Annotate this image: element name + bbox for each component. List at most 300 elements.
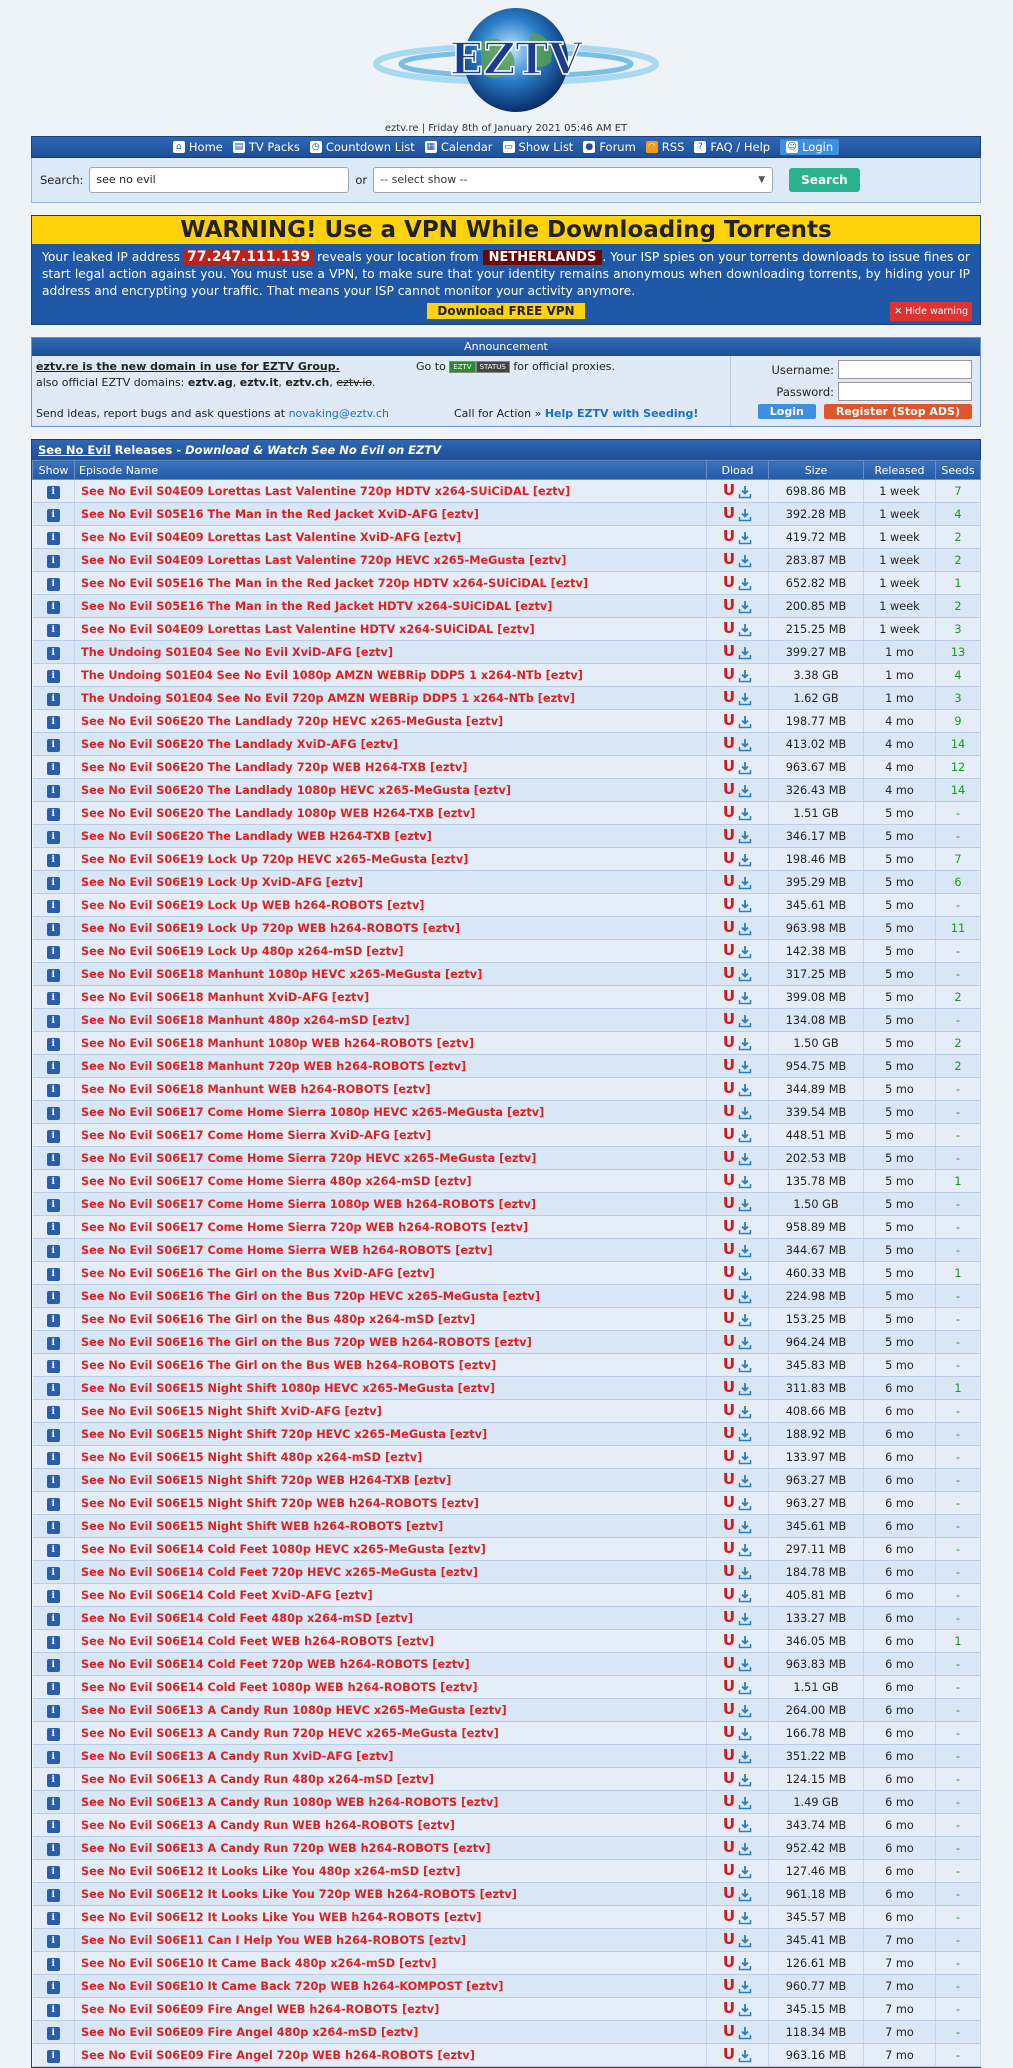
magnet-icon[interactable]: U: [722, 1263, 736, 1281]
nav-faq[interactable]: ? FAQ / Help: [694, 140, 770, 154]
episode-link[interactable]: See No Evil S06E19 Lock Up 720p HEVC x265-MeGusta [eztv]: [75, 848, 707, 871]
download-icon[interactable]: [738, 1244, 752, 1258]
show-info-icon[interactable]: i: [47, 785, 60, 798]
show-info-icon[interactable]: i: [47, 2027, 60, 2040]
episode-link[interactable]: See No Evil S06E17 Come Home Sierra 1080p WEB h264-ROBOTS [eztv]: [75, 1193, 707, 1216]
download-icon[interactable]: [738, 761, 752, 775]
show-info-icon[interactable]: i: [47, 1153, 60, 1166]
episode-link[interactable]: See No Evil S06E14 Cold Feet XviD-AFG [eztv]: [75, 1584, 707, 1607]
download-icon[interactable]: [738, 991, 752, 1005]
show-info-icon[interactable]: i: [47, 1383, 60, 1396]
episode-link[interactable]: See No Evil S04E09 Lorettas Last Valentine XviD-AFG [eztv]: [75, 526, 707, 549]
episode-link[interactable]: See No Evil S06E18 Manhunt 1080p HEVC x265-MeGusta [eztv]: [75, 963, 707, 986]
download-icon[interactable]: [738, 1681, 752, 1695]
nav-rss[interactable]: ◠ RSS: [646, 140, 685, 154]
show-info-icon[interactable]: i: [47, 486, 60, 499]
episode-link[interactable]: See No Evil S06E20 The Landlady XviD-AFG [eztv]: [75, 733, 707, 756]
show-info-icon[interactable]: i: [47, 601, 60, 614]
magnet-icon[interactable]: U: [722, 1539, 736, 1557]
download-icon[interactable]: [738, 1957, 752, 1971]
magnet-icon[interactable]: U: [722, 1240, 736, 1258]
show-info-icon[interactable]: i: [47, 1751, 60, 1764]
nav-home[interactable]: ⌂ Home: [173, 140, 223, 154]
magnet-icon[interactable]: U: [722, 1608, 736, 1626]
episode-link[interactable]: The Undoing S01E04 See No Evil 720p AMZN WEBRip DDP5 1 x264-NTb [eztv]: [75, 687, 707, 710]
episode-link[interactable]: See No Evil S06E18 Manhunt WEB h264-ROBOTS [eztv]: [75, 1078, 707, 1101]
episode-link[interactable]: See No Evil S06E18 Manhunt 1080p WEB h264-ROBOTS [eztv]: [75, 1032, 707, 1055]
show-info-icon[interactable]: i: [47, 1084, 60, 1097]
episode-link[interactable]: See No Evil S06E16 The Girl on the Bus 720p WEB h264-ROBOTS [eztv]: [75, 1331, 707, 1354]
episode-link[interactable]: See No Evil S06E15 Night Shift 480p x264-mSD [eztv]: [75, 1446, 707, 1469]
magnet-icon[interactable]: U: [722, 964, 736, 982]
download-icon[interactable]: [738, 646, 752, 660]
magnet-icon[interactable]: U: [722, 1562, 736, 1580]
magnet-icon[interactable]: U: [722, 1999, 736, 2017]
magnet-icon[interactable]: U: [722, 1700, 736, 1718]
show-info-icon[interactable]: i: [47, 831, 60, 844]
download-icon[interactable]: [738, 1543, 752, 1557]
episode-link[interactable]: See No Evil S06E16 The Girl on the Bus 480p x264-mSD [eztv]: [75, 1308, 707, 1331]
magnet-icon[interactable]: U: [722, 1769, 736, 1787]
magnet-icon[interactable]: U: [722, 1447, 736, 1465]
download-vpn-button[interactable]: Download FREE VPN: [427, 303, 584, 319]
nav-calendar[interactable]: ▦ Calendar: [426, 140, 493, 154]
download-icon[interactable]: [738, 623, 752, 637]
search-input[interactable]: see no evil: [89, 167, 349, 193]
episode-link[interactable]: See No Evil S04E09 Lorettas Last Valentine HDTV x264-SUiCiDAL [eztv]: [75, 618, 707, 641]
register-button[interactable]: Register (Stop ADS): [824, 404, 972, 419]
show-info-icon[interactable]: i: [47, 1498, 60, 1511]
show-info-icon[interactable]: i: [47, 1360, 60, 1373]
episode-link[interactable]: See No Evil S06E09 Fire Angel WEB h264-ROBOTS [eztv]: [75, 1998, 707, 2021]
show-info-icon[interactable]: i: [47, 1912, 60, 1925]
magnet-icon[interactable]: U: [722, 1470, 736, 1488]
download-icon[interactable]: [738, 1382, 752, 1396]
magnet-icon[interactable]: U: [722, 1033, 736, 1051]
magnet-icon[interactable]: U: [722, 1493, 736, 1511]
magnet-icon[interactable]: U: [722, 596, 736, 614]
magnet-icon[interactable]: U: [722, 1148, 736, 1166]
show-link[interactable]: See No Evil: [38, 443, 111, 457]
download-icon[interactable]: [738, 738, 752, 752]
episode-link[interactable]: See No Evil S06E12 It Looks Like You 720p WEB h264-ROBOTS [eztv]: [75, 1883, 707, 1906]
episode-link[interactable]: The Undoing S01E04 See No Evil 1080p AMZN WEBRip DDP5 1 x264-NTb [eztv]: [75, 664, 707, 687]
episode-link[interactable]: See No Evil S05E16 The Man in the Red Jacket 720p HDTV x264-SUiCiDAL [eztv]: [75, 572, 707, 595]
download-icon[interactable]: [738, 1083, 752, 1097]
show-info-icon[interactable]: i: [47, 969, 60, 982]
show-info-icon[interactable]: i: [47, 1268, 60, 1281]
download-icon[interactable]: [738, 1474, 752, 1488]
magnet-icon[interactable]: U: [722, 1355, 736, 1373]
show-info-icon[interactable]: i: [47, 693, 60, 706]
download-icon[interactable]: [738, 922, 752, 936]
episode-link[interactable]: See No Evil S06E18 Manhunt 480p x264-mSD [eztv]: [75, 1009, 707, 1032]
magnet-icon[interactable]: U: [722, 1792, 736, 1810]
show-info-icon[interactable]: i: [47, 923, 60, 936]
magnet-icon[interactable]: U: [722, 1309, 736, 1327]
status-badge[interactable]: STATUS: [476, 361, 510, 373]
episode-link[interactable]: See No Evil S06E18 Manhunt XviD-AFG [eztv]: [75, 986, 707, 1009]
magnet-icon[interactable]: U: [722, 1907, 736, 1925]
magnet-icon[interactable]: U: [722, 573, 736, 591]
show-info-icon[interactable]: i: [47, 1728, 60, 1741]
download-icon[interactable]: [738, 1980, 752, 1994]
show-info-icon[interactable]: i: [47, 1682, 60, 1695]
episode-link[interactable]: See No Evil S06E20 The Landlady 720p WEB H264-TXB [eztv]: [75, 756, 707, 779]
magnet-icon[interactable]: U: [722, 734, 736, 752]
magnet-icon[interactable]: U: [722, 1056, 736, 1074]
magnet-icon[interactable]: U: [722, 1930, 736, 1948]
email-link[interactable]: novaking@eztv.ch: [288, 407, 389, 420]
show-info-icon[interactable]: i: [47, 1613, 60, 1626]
magnet-icon[interactable]: U: [722, 1424, 736, 1442]
magnet-icon[interactable]: U: [722, 688, 736, 706]
show-info-icon[interactable]: i: [47, 1636, 60, 1649]
show-info-icon[interactable]: i: [47, 1406, 60, 1419]
show-info-icon[interactable]: i: [47, 578, 60, 591]
magnet-icon[interactable]: U: [722, 1631, 736, 1649]
domain-link[interactable]: eztv.ch: [285, 376, 330, 389]
episode-link[interactable]: See No Evil S06E17 Come Home Sierra XviD-AFG [eztv]: [75, 1124, 707, 1147]
download-icon[interactable]: [738, 508, 752, 522]
show-info-icon[interactable]: i: [47, 900, 60, 913]
magnet-icon[interactable]: U: [722, 619, 736, 637]
search-button[interactable]: Search: [789, 168, 859, 192]
download-icon[interactable]: [738, 1175, 752, 1189]
domain-link-deprecated[interactable]: eztv.io: [336, 376, 372, 389]
download-icon[interactable]: [738, 1106, 752, 1120]
show-info-icon[interactable]: i: [47, 1429, 60, 1442]
episode-link[interactable]: See No Evil S06E14 Cold Feet 1080p HEVC x265-MeGusta [eztv]: [75, 1538, 707, 1561]
show-info-icon[interactable]: i: [47, 647, 60, 660]
show-info-icon[interactable]: i: [47, 1958, 60, 1971]
episode-link[interactable]: See No Evil S06E13 A Candy Run 1080p HEVC x265-MeGusta [eztv]: [75, 1699, 707, 1722]
episode-link[interactable]: See No Evil S06E15 Night Shift 720p WEB H264-TXB [eztv]: [75, 1469, 707, 1492]
show-info-icon[interactable]: i: [47, 1797, 60, 1810]
episode-link[interactable]: See No Evil S06E13 A Candy Run 1080p WEB h264-ROBOTS [eztv]: [75, 1791, 707, 1814]
download-icon[interactable]: [738, 577, 752, 591]
magnet-icon[interactable]: U: [722, 1516, 736, 1534]
download-icon[interactable]: [738, 2003, 752, 2017]
episode-link[interactable]: See No Evil S06E16 The Girl on the Bus 720p HEVC x265-MeGusta [eztv]: [75, 1285, 707, 1308]
magnet-icon[interactable]: U: [722, 1332, 736, 1350]
magnet-icon[interactable]: U: [722, 1884, 736, 1902]
magnet-icon[interactable]: U: [722, 1976, 736, 1994]
download-icon[interactable]: [738, 669, 752, 683]
magnet-icon[interactable]: U: [722, 872, 736, 890]
show-info-icon[interactable]: i: [47, 555, 60, 568]
password-field[interactable]: [838, 382, 972, 401]
show-info-icon[interactable]: i: [47, 1038, 60, 1051]
nav-countdown[interactable]: ◷ Countdown List: [310, 140, 415, 154]
download-icon[interactable]: [738, 1796, 752, 1810]
show-info-icon[interactable]: i: [47, 1843, 60, 1856]
episode-link[interactable]: See No Evil S04E09 Lorettas Last Valentine 720p HEVC x265-MeGusta [eztv]: [75, 549, 707, 572]
nav-login[interactable]: ☺ Login: [780, 139, 839, 155]
magnet-icon[interactable]: U: [722, 1102, 736, 1120]
seeding-link[interactable]: Help EZTV with Seeding!: [544, 407, 699, 420]
download-icon[interactable]: [738, 1612, 752, 1626]
magnet-icon[interactable]: U: [722, 2022, 736, 2040]
show-info-icon[interactable]: i: [47, 1567, 60, 1580]
show-select[interactable]: -- select show -- ▼: [373, 167, 773, 193]
show-info-icon[interactable]: i: [47, 1590, 60, 1603]
episode-link[interactable]: See No Evil S06E15 Night Shift XviD-AFG [eztv]: [75, 1400, 707, 1423]
magnet-icon[interactable]: U: [722, 642, 736, 660]
download-icon[interactable]: [738, 1198, 752, 1212]
show-info-icon[interactable]: i: [47, 1245, 60, 1258]
download-icon[interactable]: [738, 876, 752, 890]
download-icon[interactable]: [738, 1359, 752, 1373]
show-info-icon[interactable]: i: [47, 1544, 60, 1557]
download-icon[interactable]: [738, 1313, 752, 1327]
episode-link[interactable]: See No Evil S06E16 The Girl on the Bus WEB h264-ROBOTS [eztv]: [75, 1354, 707, 1377]
episode-link[interactable]: See No Evil S06E11 Can I Help You WEB h264-ROBOTS [eztv]: [75, 1929, 707, 1952]
download-icon[interactable]: [738, 2049, 752, 2063]
episode-link[interactable]: See No Evil S06E19 Lock Up 480p x264-mSD [eztv]: [75, 940, 707, 963]
nav-show-list[interactable]: ▭ Show List: [504, 140, 574, 154]
download-icon[interactable]: [738, 600, 752, 614]
magnet-icon[interactable]: U: [722, 1401, 736, 1419]
magnet-icon[interactable]: U: [722, 941, 736, 959]
magnet-icon[interactable]: U: [722, 826, 736, 844]
show-info-icon[interactable]: i: [47, 1130, 60, 1143]
episode-link[interactable]: See No Evil S06E14 Cold Feet WEB h264-ROBOTS [eztv]: [75, 1630, 707, 1653]
download-icon[interactable]: [738, 1037, 752, 1051]
magnet-icon[interactable]: U: [722, 1194, 736, 1212]
magnet-icon[interactable]: U: [722, 1723, 736, 1741]
download-icon[interactable]: [738, 945, 752, 959]
magnet-icon[interactable]: U: [722, 780, 736, 798]
download-icon[interactable]: [738, 1589, 752, 1603]
download-icon[interactable]: [738, 830, 752, 844]
show-info-icon[interactable]: i: [47, 1659, 60, 1672]
domain-notice-link[interactable]: eztv.re is the new domain in use for EZTV Group.: [36, 360, 340, 373]
magnet-icon[interactable]: U: [722, 1953, 736, 1971]
download-icon[interactable]: [738, 853, 752, 867]
download-icon[interactable]: [738, 1060, 752, 1074]
episode-link[interactable]: See No Evil S06E14 Cold Feet 1080p WEB h264-ROBOTS [eztv]: [75, 1676, 707, 1699]
magnet-icon[interactable]: U: [722, 803, 736, 821]
magnet-icon[interactable]: U: [722, 1746, 736, 1764]
download-icon[interactable]: [738, 807, 752, 821]
show-info-icon[interactable]: i: [47, 1889, 60, 1902]
magnet-icon[interactable]: U: [722, 1217, 736, 1235]
show-info-icon[interactable]: i: [47, 877, 60, 890]
download-icon[interactable]: [738, 1497, 752, 1511]
magnet-icon[interactable]: U: [722, 1079, 736, 1097]
show-info-icon[interactable]: i: [47, 808, 60, 821]
episode-link[interactable]: See No Evil S06E13 A Candy Run 480p x264-mSD [eztv]: [75, 1768, 707, 1791]
download-icon[interactable]: [738, 899, 752, 913]
episode-link[interactable]: See No Evil S06E13 A Candy Run WEB h264-ROBOTS [eztv]: [75, 1814, 707, 1837]
eztv-badge[interactable]: EZTV: [449, 361, 475, 373]
download-icon[interactable]: [738, 1520, 752, 1534]
magnet-icon[interactable]: U: [722, 1010, 736, 1028]
download-icon[interactable]: [738, 1451, 752, 1465]
episode-link[interactable]: See No Evil S06E15 Night Shift 720p WEB h264-ROBOTS [eztv]: [75, 1492, 707, 1515]
show-info-icon[interactable]: i: [47, 1981, 60, 1994]
episode-link[interactable]: See No Evil S06E18 Manhunt 720p WEB h264-ROBOTS [eztv]: [75, 1055, 707, 1078]
show-info-icon[interactable]: i: [47, 509, 60, 522]
download-icon[interactable]: [738, 1635, 752, 1649]
magnet-icon[interactable]: U: [722, 895, 736, 913]
show-info-icon[interactable]: i: [47, 1314, 60, 1327]
download-icon[interactable]: [738, 1566, 752, 1580]
episode-link[interactable]: See No Evil S06E12 It Looks Like You 480p x264-mSD [eztv]: [75, 1860, 707, 1883]
site-logo[interactable]: [31, 0, 981, 122]
episode-link[interactable]: See No Evil S06E15 Night Shift 720p HEVC x265-MeGusta [eztv]: [75, 1423, 707, 1446]
magnet-icon[interactable]: U: [722, 481, 736, 499]
magnet-icon[interactable]: U: [722, 550, 736, 568]
show-info-icon[interactable]: i: [47, 532, 60, 545]
episode-link[interactable]: See No Evil S06E17 Come Home Sierra 480p x264-mSD [eztv]: [75, 1170, 707, 1193]
nav-tv-packs[interactable]: ▤ TV Packs: [234, 140, 300, 154]
show-info-icon[interactable]: i: [47, 1866, 60, 1879]
episode-link[interactable]: See No Evil S06E16 The Girl on the Bus XviD-AFG [eztv]: [75, 1262, 707, 1285]
download-icon[interactable]: [738, 1267, 752, 1281]
magnet-icon[interactable]: U: [722, 1125, 736, 1143]
download-icon[interactable]: [738, 2026, 752, 2040]
show-info-icon[interactable]: i: [47, 1015, 60, 1028]
download-icon[interactable]: [738, 485, 752, 499]
episode-link[interactable]: See No Evil S06E12 It Looks Like You WEB h264-ROBOTS [eztv]: [75, 1906, 707, 1929]
show-info-icon[interactable]: i: [47, 1199, 60, 1212]
show-info-icon[interactable]: i: [47, 1176, 60, 1189]
episode-link[interactable]: See No Evil S06E09 Fire Angel 720p WEB h264-ROBOTS [eztv]: [75, 2044, 707, 2067]
download-icon[interactable]: [738, 1865, 752, 1879]
show-info-icon[interactable]: i: [47, 762, 60, 775]
show-info-icon[interactable]: i: [47, 1774, 60, 1787]
magnet-icon[interactable]: U: [722, 665, 736, 683]
episode-link[interactable]: See No Evil S04E09 Lorettas Last Valentine 720p HDTV x264-SUiCiDAL [eztv]: [75, 480, 707, 503]
magnet-icon[interactable]: U: [722, 1861, 736, 1879]
login-button[interactable]: Login: [758, 404, 816, 419]
episode-link[interactable]: See No Evil S06E17 Come Home Sierra WEB h264-ROBOTS [eztv]: [75, 1239, 707, 1262]
episode-link[interactable]: See No Evil S05E16 The Man in the Red Jacket HDTV x264-SUiCiDAL [eztv]: [75, 595, 707, 618]
magnet-icon[interactable]: U: [722, 757, 736, 775]
download-icon[interactable]: [738, 1911, 752, 1925]
magnet-icon[interactable]: U: [722, 1677, 736, 1695]
episode-link[interactable]: See No Evil S06E17 Come Home Sierra 1080p HEVC x265-MeGusta [eztv]: [75, 1101, 707, 1124]
show-info-icon[interactable]: i: [47, 624, 60, 637]
download-icon[interactable]: [738, 1336, 752, 1350]
magnet-icon[interactable]: U: [722, 1171, 736, 1189]
episode-link[interactable]: See No Evil S06E17 Come Home Sierra 720p WEB h264-ROBOTS [eztv]: [75, 1216, 707, 1239]
show-info-icon[interactable]: i: [47, 1705, 60, 1718]
download-icon[interactable]: [738, 784, 752, 798]
episode-link[interactable]: See No Evil S06E14 Cold Feet 480p x264-mSD [eztv]: [75, 1607, 707, 1630]
episode-link[interactable]: See No Evil S06E13 A Candy Run 720p HEVC x265-MeGusta [eztv]: [75, 1722, 707, 1745]
show-info-icon[interactable]: i: [47, 992, 60, 1005]
episode-link[interactable]: See No Evil S06E19 Lock Up XviD-AFG [eztv]: [75, 871, 707, 894]
download-icon[interactable]: [738, 1842, 752, 1856]
show-info-icon[interactable]: i: [47, 1521, 60, 1534]
episode-link[interactable]: See No Evil S06E14 Cold Feet 720p HEVC x265-MeGusta [eztv]: [75, 1561, 707, 1584]
magnet-icon[interactable]: U: [722, 2045, 736, 2063]
download-icon[interactable]: [738, 1014, 752, 1028]
episode-link[interactable]: See No Evil S06E20 The Landlady 1080p WEB H264-TXB [eztv]: [75, 802, 707, 825]
domain-link[interactable]: eztv.ag: [187, 376, 233, 389]
episode-link[interactable]: See No Evil S06E10 It Came Back 720p WEB h264-KOMPOST [eztv]: [75, 1975, 707, 1998]
download-icon[interactable]: [738, 1819, 752, 1833]
episode-link[interactable]: See No Evil S06E20 The Landlady WEB H264-TXB [eztv]: [75, 825, 707, 848]
show-info-icon[interactable]: i: [47, 1935, 60, 1948]
username-field[interactable]: [838, 360, 972, 379]
download-icon[interactable]: [738, 1888, 752, 1902]
download-icon[interactable]: [738, 1129, 752, 1143]
show-info-icon[interactable]: i: [47, 1475, 60, 1488]
magnet-icon[interactable]: U: [722, 527, 736, 545]
magnet-icon[interactable]: U: [722, 1585, 736, 1603]
show-info-icon[interactable]: i: [47, 1452, 60, 1465]
download-icon[interactable]: [738, 1405, 752, 1419]
show-info-icon[interactable]: i: [47, 716, 60, 729]
download-icon[interactable]: [738, 692, 752, 706]
download-icon[interactable]: [738, 1221, 752, 1235]
episode-link[interactable]: See No Evil S05E16 The Man in the Red Jacket XviD-AFG [eztv]: [75, 503, 707, 526]
download-icon[interactable]: [738, 1750, 752, 1764]
magnet-icon[interactable]: U: [722, 1654, 736, 1672]
episode-link[interactable]: See No Evil S06E09 Fire Angel 480p x264-mSD [eztv]: [75, 2021, 707, 2044]
show-info-icon[interactable]: i: [47, 1820, 60, 1833]
download-icon[interactable]: [738, 1428, 752, 1442]
show-info-icon[interactable]: i: [47, 1291, 60, 1304]
magnet-icon[interactable]: U: [722, 1286, 736, 1304]
episode-link[interactable]: See No Evil S06E20 The Landlady 1080p HEVC x265-MeGusta [eztv]: [75, 779, 707, 802]
episode-link[interactable]: See No Evil S06E15 Night Shift 1080p HEVC x265-MeGusta [eztv]: [75, 1377, 707, 1400]
show-info-icon[interactable]: i: [47, 1107, 60, 1120]
download-icon[interactable]: [738, 554, 752, 568]
show-info-icon[interactable]: i: [47, 1337, 60, 1350]
episode-link[interactable]: See No Evil S06E20 The Landlady 720p HEVC x265-MeGusta [eztv]: [75, 710, 707, 733]
download-icon[interactable]: [738, 1658, 752, 1672]
magnet-icon[interactable]: U: [722, 504, 736, 522]
show-info-icon[interactable]: i: [47, 2004, 60, 2017]
domain-link[interactable]: eztv.it: [239, 376, 279, 389]
magnet-icon[interactable]: U: [722, 711, 736, 729]
magnet-icon[interactable]: U: [722, 1838, 736, 1856]
episode-link[interactable]: See No Evil S06E13 A Candy Run 720p WEB h264-ROBOTS [eztv]: [75, 1837, 707, 1860]
show-info-icon[interactable]: i: [47, 739, 60, 752]
nav-forum[interactable]: ● Forum: [583, 140, 635, 154]
show-info-icon[interactable]: i: [47, 1061, 60, 1074]
download-icon[interactable]: [738, 1704, 752, 1718]
show-info-icon[interactable]: i: [47, 854, 60, 867]
download-icon[interactable]: [738, 968, 752, 982]
download-icon[interactable]: [738, 1773, 752, 1787]
episode-link[interactable]: See No Evil S06E13 A Candy Run XviD-AFG [eztv]: [75, 1745, 707, 1768]
show-info-icon[interactable]: i: [47, 670, 60, 683]
download-icon[interactable]: [738, 1152, 752, 1166]
show-info-icon[interactable]: i: [47, 2050, 60, 2063]
show-info-icon[interactable]: i: [47, 946, 60, 959]
episode-link[interactable]: See No Evil S06E19 Lock Up 720p WEB h264-ROBOTS [eztv]: [75, 917, 707, 940]
episode-link[interactable]: The Undoing S01E04 See No Evil XviD-AFG [eztv]: [75, 641, 707, 664]
episode-link[interactable]: See No Evil S06E19 Lock Up WEB h264-ROBOTS [eztv]: [75, 894, 707, 917]
download-icon[interactable]: [738, 1727, 752, 1741]
download-icon[interactable]: [738, 1290, 752, 1304]
magnet-icon[interactable]: U: [722, 849, 736, 867]
download-icon[interactable]: [738, 715, 752, 729]
magnet-icon[interactable]: U: [722, 1378, 736, 1396]
magnet-icon[interactable]: U: [722, 987, 736, 1005]
episode-link[interactable]: See No Evil S06E15 Night Shift WEB h264-ROBOTS [eztv]: [75, 1515, 707, 1538]
episode-link[interactable]: See No Evil S06E10 It Came Back 480p x264-mSD [eztv]: [75, 1952, 707, 1975]
show-info-icon[interactable]: i: [47, 1222, 60, 1235]
magnet-icon[interactable]: U: [722, 918, 736, 936]
hide-warning-button[interactable]: ✕ Hide warning: [890, 302, 972, 321]
